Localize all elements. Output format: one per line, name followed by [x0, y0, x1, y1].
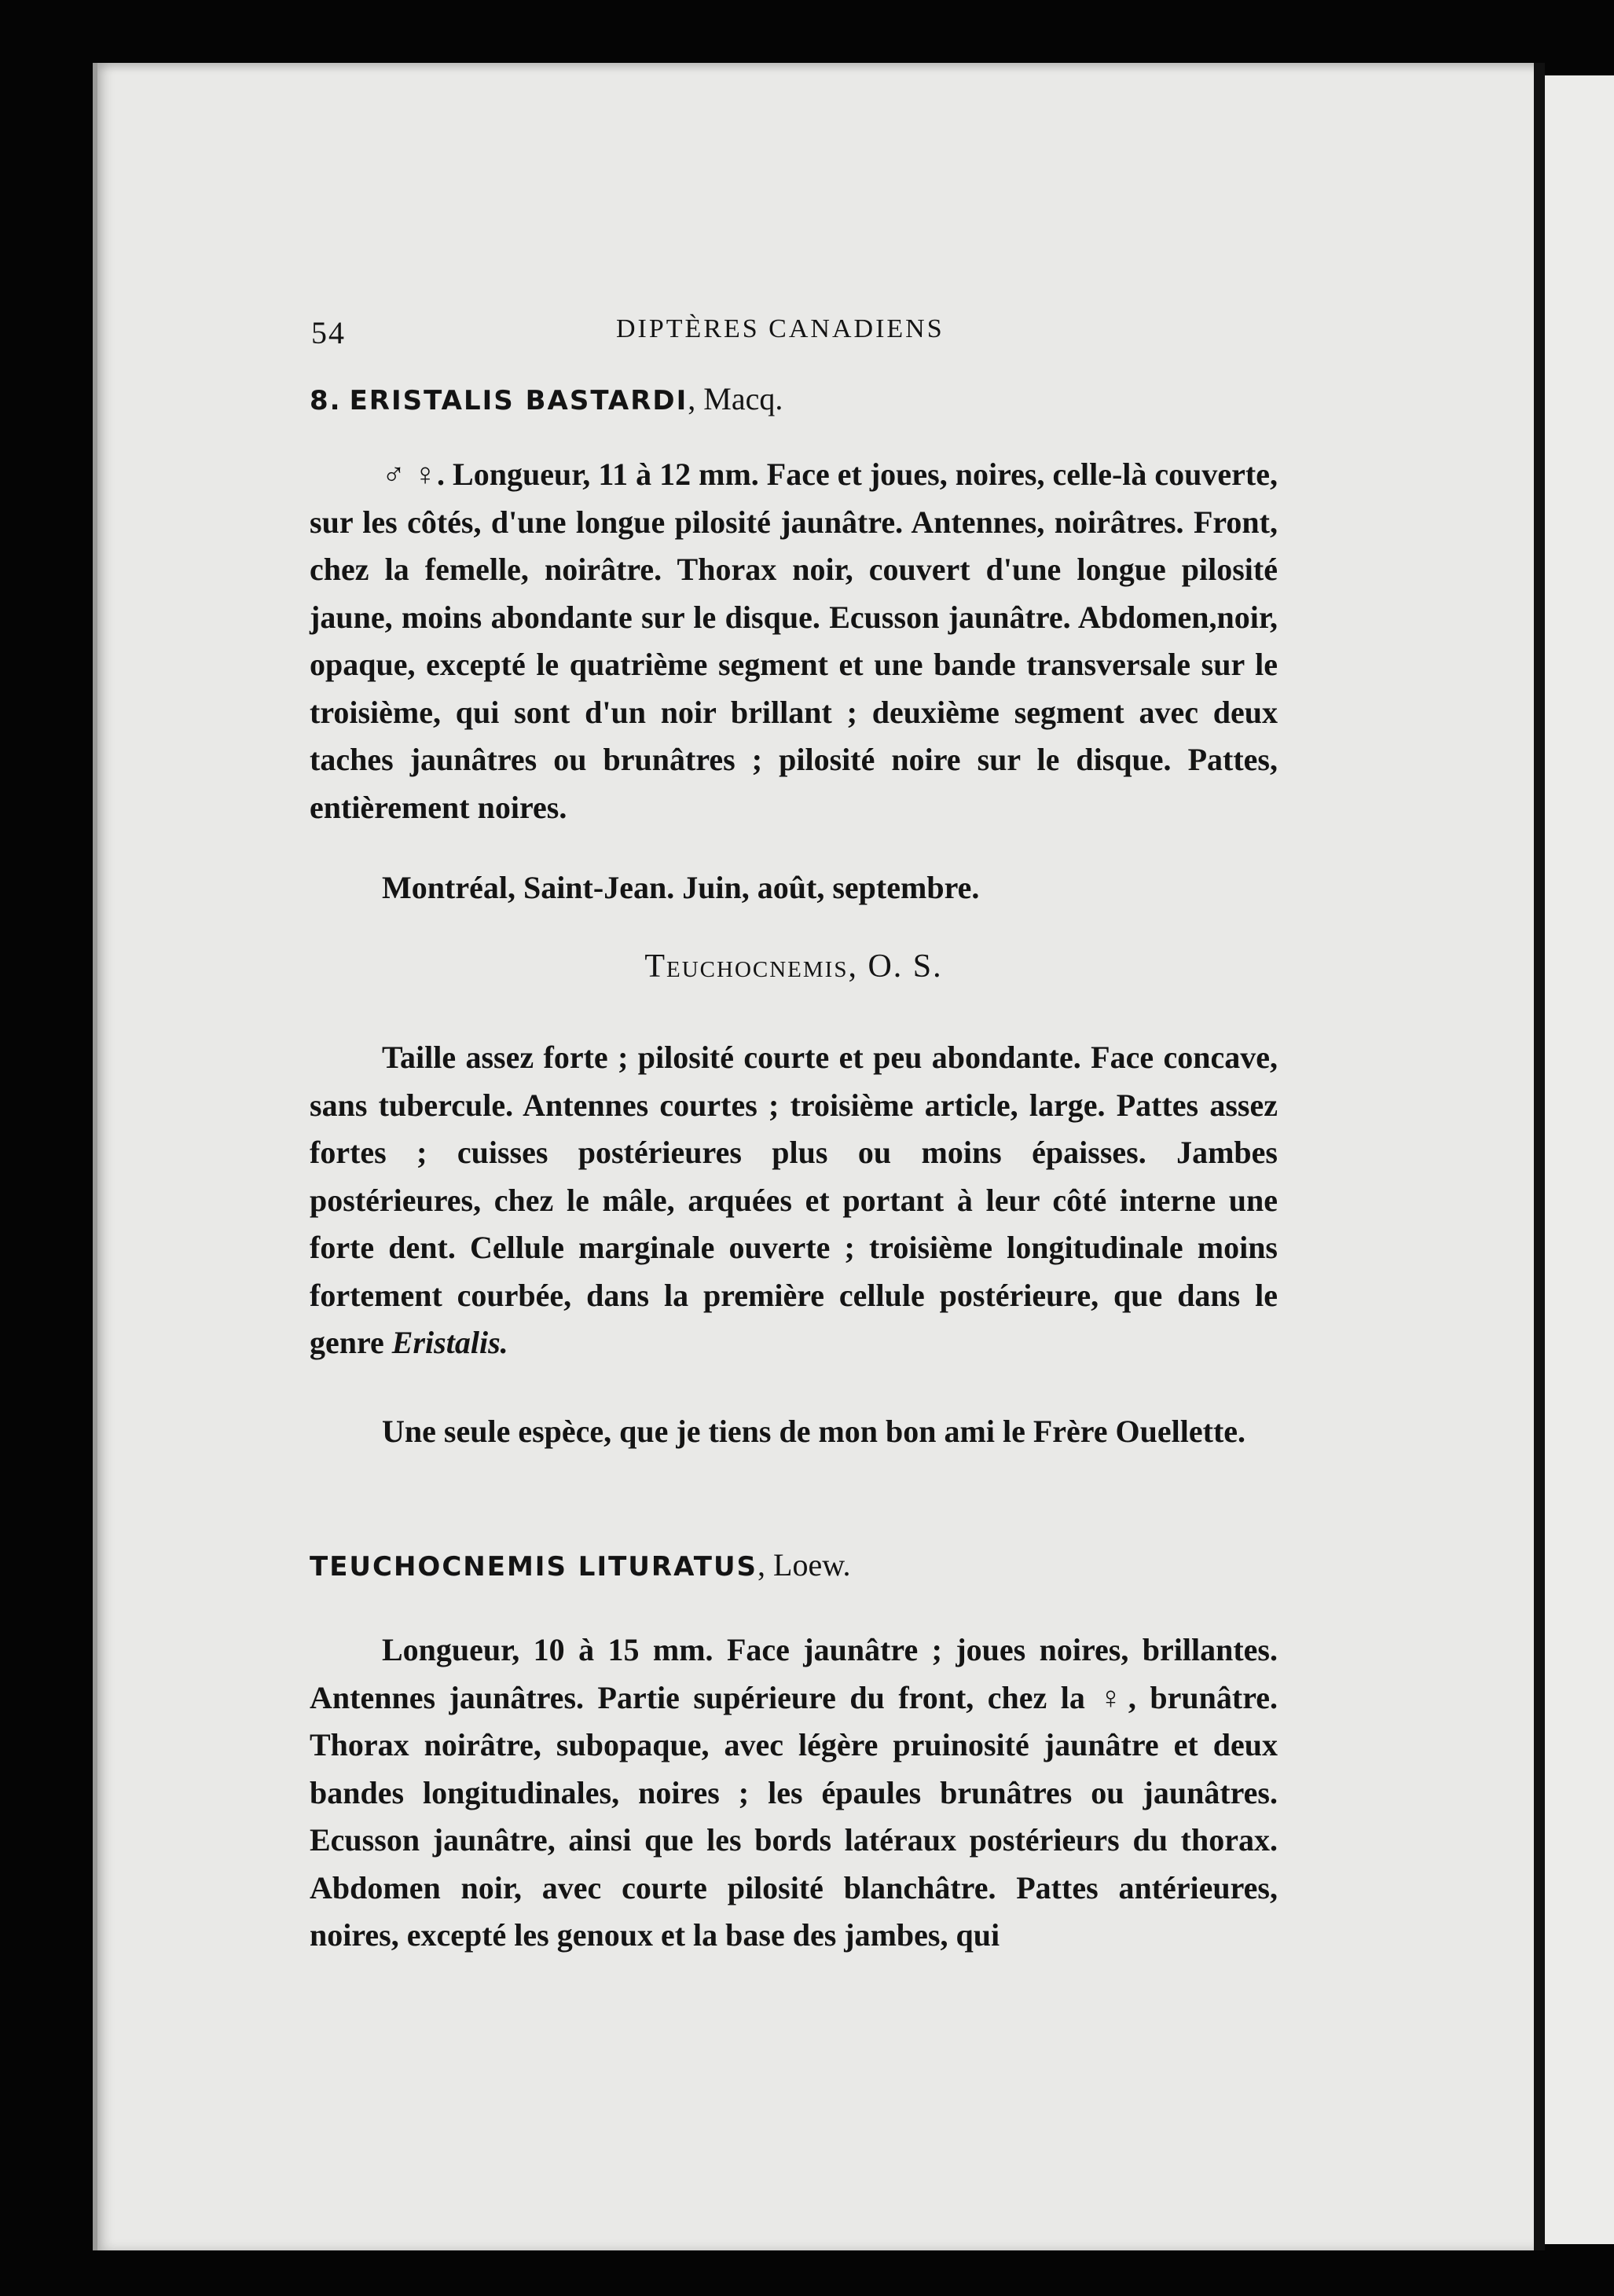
species-description-eristalis: ♂ ♀. Longueur, 11 à 12 mm. Face et joues, noires, celle-là couverte, sur les côtés, d'une longue pilosité jaunâtre. Antennes, noirâtres. Front, chez la femelle, noirâtre. Thorax noir, couvert d'une longue pilosité jaune, moins abondante sur le disque. Ecusson jaunâtre. Abdomen,noir, opaque, excepté le quatrième segment et une bande transversale sur le troisième, qui sont d'un noir brillant ; deuxième segment avec deux taches jaunâtres ou brunâtres ; pilosité noire sur le disque. Pattes, entièrement noires. [310, 457, 1278, 825]
species-name: TEUCHOCNEMIS LITURATUS [310, 1551, 758, 1583]
genus-note: Une seule espèce, que je tiens de mon bon ami le Frère Ouellette. [382, 1414, 1246, 1449]
species-heading-teuchocnemis [310, 1546, 851, 1583]
species-name: ERISTALIS BASTARDI [349, 385, 688, 416]
page-gutter [1534, 63, 1545, 2250]
species-description-teuchocnemis: Longueur, 10 à 15 mm. Face jaunâtre ; joues noires, brillantes. Antennes jaunâtres. Partie supérieure du front, chez la ♀, brunâtre. Thorax noirâtre, subopaque, avec légère pruinosité jaunâtre et deux bandes longitudinales, noires ; les épaules brunâtres ou jaunâtres. Ecusson jaunâtre, ainsi que les bords latéraux postérieurs du thorax. Abdomen noir, avec courte pilosité blanchâtre. Pattes antérieures, noires, excepté les genoux et la base des jambes, qui [310, 1632, 1278, 1953]
species-locality: Montréal, Saint-Jean. Juin, août, septembre. [382, 870, 980, 905]
genus-reference-italic: Eristalis. [391, 1325, 508, 1360]
genus-heading: Teuchocnemis, O. S. [644, 948, 943, 985]
species-heading-eristalis [310, 380, 783, 417]
species-author: , Macq. [688, 381, 783, 416]
facing-page-edge [1545, 75, 1614, 2244]
genus-description [310, 1034, 1278, 1367]
species-number: 8. [310, 385, 342, 416]
page-number: 54 [311, 315, 346, 350]
running-head-title: DIPTÈRES CANADIENS [616, 314, 945, 343]
running-head [310, 314, 1278, 354]
genus-description-text: Taille assez forte ; pilosité courte et peu abondante. Face concave, sans tubercule. Antennes courtes ; troisième article, large. Pattes assez fortes ; cuisses postérieures plus ou moins épaisses. Jambes postérieures, chez le mâle, arquées et portant à leur côté interne une forte dent. Cellule marginale ouverte ; troisième longitudinale moins fortement courbée, dans la première cellule postérieure, que dans le genre [310, 1040, 1278, 1360]
species-author: , Loew. [757, 1547, 851, 1583]
